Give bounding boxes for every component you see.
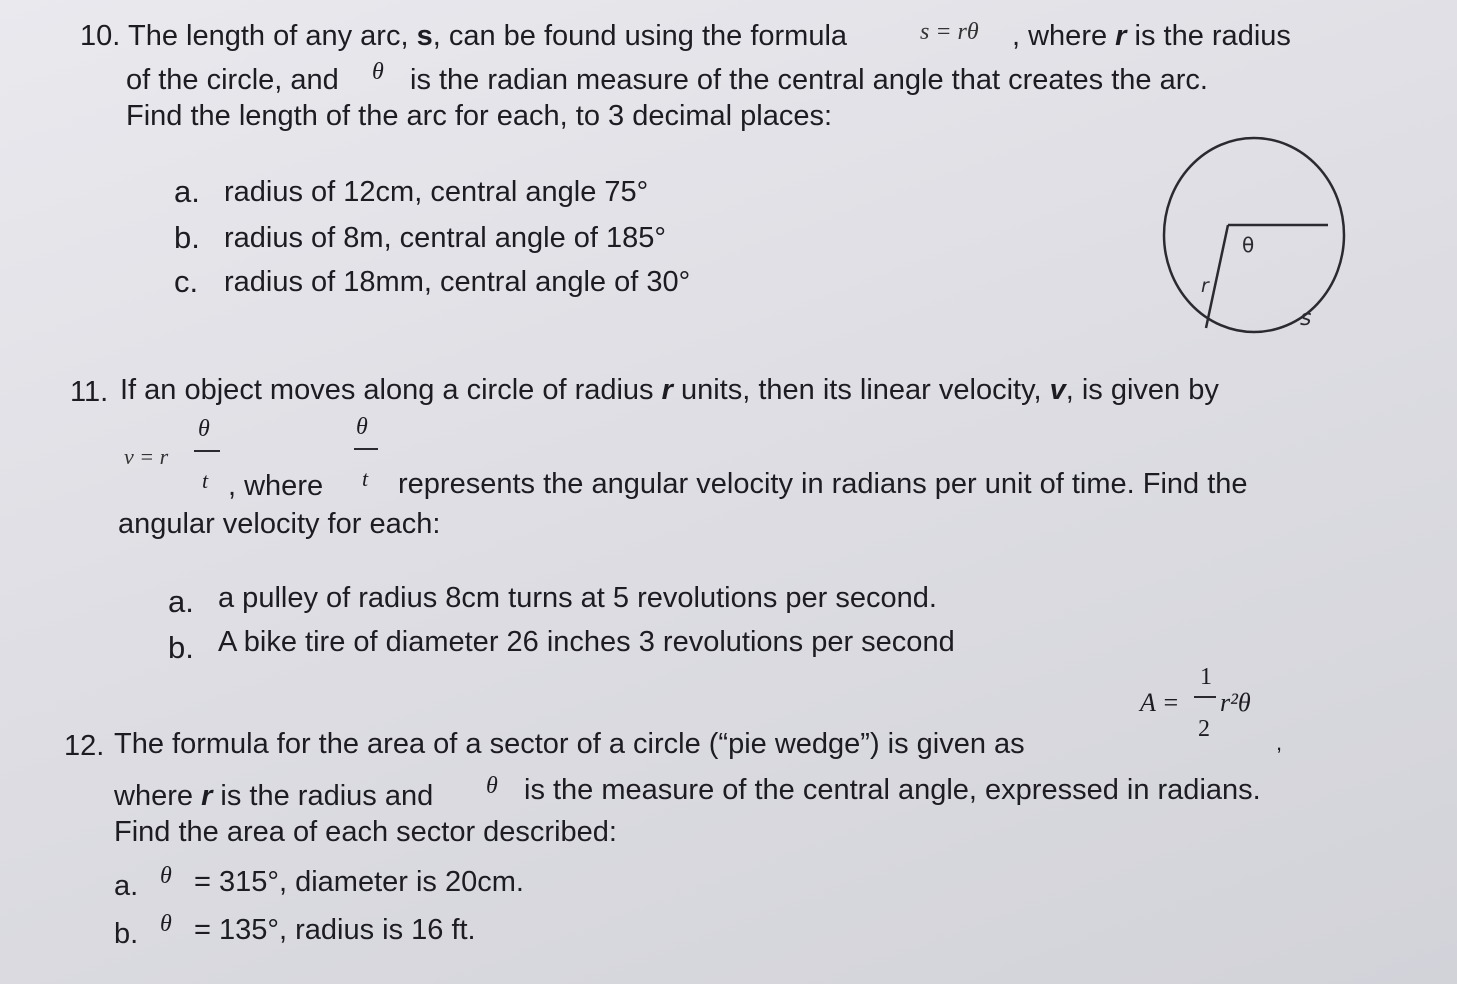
- area-formula-denominator: 2: [1198, 716, 1210, 742]
- s-label: s: [1300, 306, 1312, 331]
- list-item: A bike tire of diameter 26 inches 3 revolutions per second: [218, 626, 955, 658]
- circle-diagram: [1160, 130, 1355, 335]
- q10-text: of the circle, and: [126, 64, 339, 96]
- item-letter: c.: [174, 264, 199, 299]
- velocity-formula-lhs: v = r: [124, 444, 169, 469]
- item-letter: a.: [114, 870, 139, 902]
- item-letter: b.: [114, 918, 139, 950]
- q12-text: is the measure of the central angle, expressed in radians.: [524, 774, 1261, 806]
- q12-text: where r is the radius and: [114, 780, 434, 812]
- q10-text: , where r is the radius: [1012, 20, 1291, 52]
- theta-label: θ: [1242, 233, 1255, 257]
- item-letter: b.: [174, 220, 200, 255]
- theta-symbol: θ: [486, 773, 498, 799]
- q11-text: represents the angular velocity in radians per unit of time. Find the: [398, 468, 1248, 500]
- area-formula-lhs: A =: [1140, 688, 1180, 717]
- list-item: radius of 8m, central angle of 185°: [224, 222, 667, 254]
- list-item: a pulley of radius 8cm turns at 5 revolutions per second.: [218, 582, 937, 614]
- question-number: 12.: [64, 730, 105, 762]
- arc-length-formula: s = rθ: [920, 19, 979, 45]
- q10-text: is the radian measure of the central angle that creates the arc.: [410, 64, 1208, 96]
- item-letter: a.: [174, 174, 200, 209]
- q12-text: ,: [1276, 730, 1283, 755]
- list-item: radius of 18mm, central angle of 30°: [224, 266, 691, 298]
- theta-symbol: θ: [160, 911, 172, 937]
- fraction-bar: [1194, 696, 1216, 698]
- q12-text: Find the area of each sector described:: [114, 816, 617, 848]
- fraction-bar: [194, 450, 220, 452]
- radius-line-r: [1206, 225, 1228, 328]
- list-item: radius of 12cm, central angle 75°: [224, 176, 649, 208]
- theta-symbol: θ: [160, 863, 172, 889]
- question-number: 11.: [70, 376, 109, 408]
- question-number: 10.: [80, 20, 121, 52]
- q11-text: , where: [228, 470, 324, 502]
- q12-text: The formula for the area of a sector of a circle (“pie wedge”) is given as: [114, 728, 1025, 760]
- q10-text: The length of any arc, s, can be found using the formula: [128, 20, 848, 52]
- list-item: = 315°, diameter is 20cm.: [194, 866, 524, 898]
- velocity-formula-numerator: θ: [198, 416, 210, 442]
- q11-text: If an object moves along a circle of radius r units, then its linear velocity, v, is given by: [120, 374, 1219, 406]
- list-item: = 135°, radius is 16 ft.: [194, 914, 476, 946]
- angular-velocity-numerator: θ: [356, 414, 368, 440]
- q10-text: Find the length of the arc for each, to 3 decimal places:: [126, 100, 833, 132]
- r-label: r: [1201, 275, 1209, 297]
- item-letter: b.: [168, 630, 194, 665]
- angular-velocity-denominator: t: [362, 466, 369, 491]
- q11-text: angular velocity for each:: [118, 508, 441, 540]
- fraction-bar: [354, 448, 378, 450]
- theta-symbol: θ: [372, 59, 384, 85]
- area-formula-numerator: 1: [1200, 664, 1212, 690]
- velocity-formula-denominator: t: [202, 468, 209, 493]
- item-letter: a.: [168, 584, 194, 619]
- area-formula-rhs: r²θ: [1220, 688, 1251, 717]
